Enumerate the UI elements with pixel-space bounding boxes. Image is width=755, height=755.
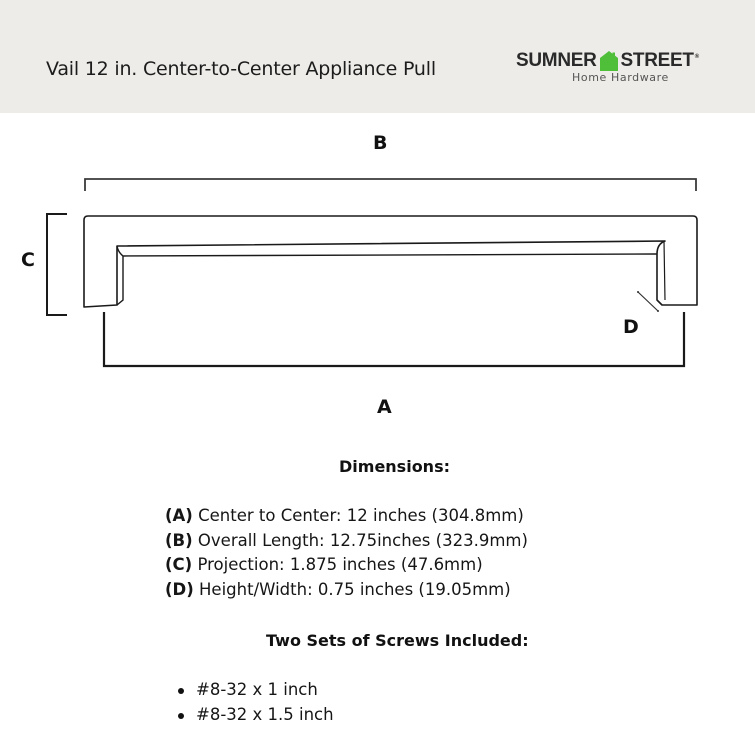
dimension-item-b: (B) Overall Length: 12.75inches (323.9mm) [165, 530, 528, 550]
screws-list [176, 678, 334, 727]
logo-wordmark [516, 51, 699, 71]
label-b: B [373, 132, 388, 154]
header-banner [0, 0, 755, 113]
bullet-icon [178, 688, 184, 694]
bullet-icon [178, 713, 184, 719]
dimension-item-d: (D) Height/Width: 0.75 inches (19.05mm) [165, 579, 511, 599]
screw-item: #8-32 x 1 inch [176, 678, 334, 703]
label-c: C [21, 249, 35, 271]
pull-dimension-diagram [0, 113, 755, 433]
dimension-b-bracket [85, 179, 696, 191]
pull-outline [84, 216, 697, 307]
screws-heading: Two Sets of Screws Included: [266, 631, 529, 650]
label-d: D [623, 316, 639, 338]
house-icon [600, 51, 618, 71]
dimension-d-leader [638, 292, 658, 311]
dimension-item-a: (A) Center to Center: 12 inches (304.8mm) [165, 506, 524, 525]
product-title: Vail 12 in. Center-to-Center Appliance Pull [46, 58, 436, 80]
dimension-c-bracket [47, 214, 67, 315]
dimension-item-c: (C) Projection: 1.875 inches (47.6mm) [165, 555, 483, 574]
pull-bevel-left [117, 256, 123, 305]
screw-item: #8-32 x 1.5 inch [176, 703, 334, 728]
dimension-a-bracket [104, 312, 684, 366]
logo-tagline: Home Hardware [572, 71, 669, 84]
dimensions-list [165, 504, 528, 602]
label-a: A [377, 396, 392, 418]
pull-drawing [0, 113, 755, 433]
dimensions-heading: Dimensions: [339, 457, 450, 476]
logo-word-right: STREET [620, 50, 694, 71]
pull-bevel-right [664, 241, 665, 300]
pull-bevel-top [117, 246, 657, 256]
registered-mark: ® [694, 54, 699, 60]
brand-logo [516, 46, 716, 90]
logo-word-left: SUMNER [516, 50, 597, 71]
